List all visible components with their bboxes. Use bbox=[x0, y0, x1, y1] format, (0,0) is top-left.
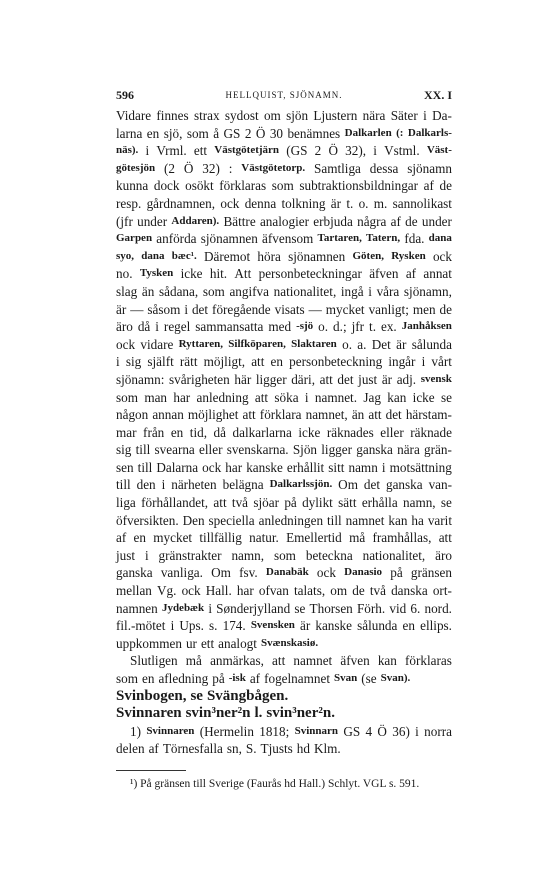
footnote-rule bbox=[116, 770, 186, 771]
text-line: kunna dock osökt förklaras som subtraktionsbildningar af de bbox=[116, 178, 452, 194]
text-line: delen af Törnesfalla sn, S. Tjusts hd Klm. bbox=[116, 741, 341, 757]
page-body bbox=[116, 107, 452, 758]
text-line: till den i närheten belägna Dalkarlssjön. Om det ganska van- bbox=[116, 477, 452, 493]
footnote: ¹) På gränsen till Sverige (Faurås hd Hall.) Schlyt. VGL s. 591. bbox=[130, 778, 420, 790]
text-line: Vidare finnes strax sydost om sjön Ljustern nära Säter i Da- bbox=[116, 108, 452, 123]
text-line: (jfr under Addaren). Bättre analogier erbjuda några af de under bbox=[116, 213, 452, 229]
text-line: mellan Vg. ock Hall. har ofvan talats, om de två danska ort- bbox=[116, 583, 452, 599]
text-line: namnen Jydebæk i Sønderjylland se Thorsen Förh. vid 6. nord. bbox=[116, 600, 452, 616]
text-line: syo, dana bæc¹. Däremot höra sjönamnen Göten, Rysken ock bbox=[116, 248, 452, 264]
text-line: ganska vanliga. Om fsv. Danabäk ock Danasio på gränsen bbox=[116, 565, 452, 581]
text-line: götesjön (2 Ö 32) : Västgötetorp. Samtliga dessa sjönamn bbox=[116, 160, 452, 176]
text-line: slag än sådana, som angifva nationalitet, ingå i våra sjönamn, bbox=[116, 283, 452, 299]
text-line: någon annan möjlighet att förklara namnet, än att det härstam- bbox=[116, 407, 452, 423]
text-line: Svinbogen, se Svängbågen. bbox=[116, 687, 289, 704]
text-line: Slutligen må anmärkas, att namnet äfven kan förklaras bbox=[130, 653, 452, 669]
text-line: larna en sjö, som å GS 2 Ö 30 benämnes Dalkarlen (: Dalkarls- bbox=[116, 125, 452, 141]
text-line: sig till svearna eller svenskarna. Sjön ligger ganska nära grän- bbox=[116, 442, 452, 458]
text-line: ock vidare Ryttaren, Silfköparen, Slaktaren o. a. Det är sålunda bbox=[116, 336, 452, 352]
page-number: 596 bbox=[116, 88, 134, 102]
section-number: XX. I bbox=[423, 88, 452, 102]
text-line: mar från en tid, då dalkarlarna icke räknades eller räknade bbox=[116, 424, 452, 440]
text-line: näs). i Vrml. ett Västgötetjärn (GS 2 Ö 32), i Vstml. Väst- bbox=[116, 143, 452, 159]
running-title: HELLQUIST, SJÖNAMN. bbox=[225, 90, 343, 100]
text-line: sen till Dalarna ock har kanske erhållit sitt namn i motsättning bbox=[116, 459, 452, 475]
text-line: 1) Svinnaren (Hermelin 1818; Svinnarn GS 4 Ö 36) i norra bbox=[130, 723, 452, 739]
text-line: uppkommen ur ett analogt Svænskasiø. bbox=[116, 635, 319, 651]
text-line: fil.-mötet i Ups. s. 174. Svensken är kanske sålunda en ellips. bbox=[116, 618, 452, 634]
text-line: Garpen anförda sjönamnen äfvensom Tartaren, Tatern, fda. dana bbox=[116, 231, 452, 247]
text-line: i sig själft rätt möjligt, att en personbeteckning ingår i vårt bbox=[116, 354, 452, 370]
text-line: af en mycket tillfällig natur. Emellertid må framhållas, att bbox=[116, 530, 452, 546]
text-line: som man har anledning att söka i namnet. Jag kan icke se bbox=[116, 389, 452, 405]
text-line: Svinnaren svin³ner²n l. svin³ner²n. bbox=[116, 705, 335, 722]
text-line: som en afledning på -isk af fogelnamnet Svan (se Svan). bbox=[116, 671, 411, 686]
text-line: äro då i regel sammansatta med -sjö o. d.; jfr t. ex. Janhåksen bbox=[116, 319, 452, 335]
text-line: just i gränstrakter namn, som beteckna nationalitet, äro bbox=[116, 547, 452, 563]
text-line: sjönamn: svårigheten här ligger däri, att det just är adj. svensk bbox=[116, 371, 452, 387]
running-header bbox=[116, 88, 452, 104]
text-line: resp. gårdnamnen, ock denna tolkning är t. o. m. sannolikast bbox=[116, 195, 452, 211]
text-line: no. Tysken icke hit. Att personbeteckningar äfven af annat bbox=[116, 266, 452, 282]
text-line: liga förhållandet, att två sjöar på dylikt sätt erhålla namn, se bbox=[116, 495, 452, 511]
text-line: öfversikten. Den speciella anledningen till namnet kan ha varit bbox=[116, 512, 452, 528]
text-line: är — såsom i det föregående visats — mycket vanligt; men de bbox=[116, 301, 452, 317]
